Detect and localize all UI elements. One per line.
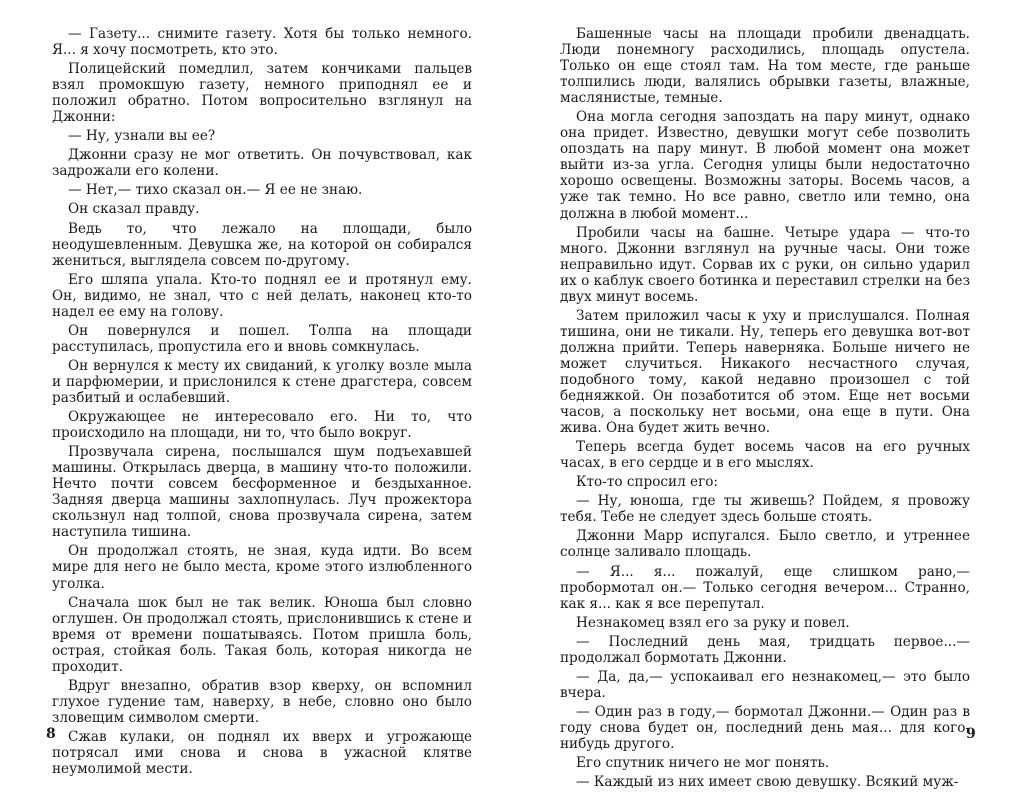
- paragraph: Он вернулся к месту их свиданий, к уголку возле мыла и парфюмерии, и прислонился к стене драгстера, совсем разбитый и ослабевший.: [52, 357, 472, 406]
- paragraph: — Да, да,— успокаивал его незнакомец,— это было вчера.: [560, 668, 970, 701]
- paragraph: Окружающее не интересовало его. Ни то, что происходило на площади, ни то, что было вокруг.: [52, 409, 472, 442]
- paragraph: Полицейский помедлил, затем кончиками пальцев взял промокшую газету, немного приподнял ее и положил обратно. Потом вопросительно взглянул на Джонни:: [52, 61, 472, 126]
- paragraph: — Газету... снимите газету. Хотя бы только немного. Я... я хочу посмотреть, кто это.: [52, 26, 472, 59]
- paragraph: — Ну, юноша, где ты живешь? Пойдем, я провожу тебя. Тебе не следует здесь больше стоять.: [560, 493, 970, 526]
- paragraph: Башенные часы на площади пробили двенадцать. Люди понемногу расходились, площадь опустела. Только он еще стоял там. На том месте, где раньше толпились люди, валялись обрывки газеты, влажные, маслянистые, темные.: [560, 26, 970, 107]
- paragraph: Вдруг внезапно, обратив взор кверху, он вспомнил глухое гудение там, наверху, в небе, словно оно было зловещим символом смерти.: [52, 677, 472, 726]
- page-number-left: 8: [46, 726, 56, 742]
- paragraph: Джонни Марр испугался. Было светло, и утреннее солнце заливало площадь.: [560, 528, 970, 561]
- paragraph: Она могла сегодня запоздать на пару минут, однако она придет. Известно, девушки могут себе позволить опоздать на пару минут. В любой момент она может выйти из-за угла. Сегодня улицы были недостаточно хорошо освещены. Возможны заторы. Восемь часов, а уже так темно. Но все равно, светло или темно, она должна в любой момент...: [560, 109, 970, 222]
- page-number-right: 9: [966, 726, 976, 742]
- paragraph: Джонни сразу не мог ответить. Он почувствовал, как задрожали его колени.: [52, 147, 472, 180]
- paragraph: Он продолжал стоять, не зная, куда идти. Во всем мире для него не было места, кроме этого излюбленного уголка.: [52, 543, 472, 592]
- paragraph: Кто-то спросил его:: [576, 474, 718, 491]
- paragraph: Пробили часы на башне. Четыре удара — что-то много. Джонни взглянул на ручные часы. Они тоже неправильно идут. Сорвав их с руки, он сильно ударил их о каблук своего ботинка и переставил стрелки на без двух минут восемь.: [560, 224, 970, 305]
- paragraph: Он повернулся и пошел. Толпа на площади расступилась, пропустила его и вновь сомкнулась.: [52, 322, 472, 355]
- paragraph: — Один раз в году,— бормотал Джонни.— Один раз в году снова будет он, последний день мая... для кого-нибудь другого.: [560, 703, 970, 752]
- paragraph: — Последний день мая, тридцать первое...— продолжал бормотать Джонни.: [560, 633, 970, 666]
- paragraph: Незнакомец взял его за руку и повел.: [576, 614, 850, 631]
- paragraph: — Ну, узнали вы ее?: [68, 128, 216, 145]
- paragraph: Его шляпа упала. Кто-то поднял ее и протянул ему. Он, видимо, не знал, что с ней делать, наконец кто-то надел ее ему на голову.: [52, 271, 472, 320]
- paragraph: Он сказал правду.: [68, 201, 200, 218]
- paragraph: Его спутник ничего не мог понять.: [576, 755, 830, 772]
- paragraph: Теперь всегда будет восемь часов на его ручных часах, в его сердце и в его мыслях.: [560, 439, 970, 472]
- paragraph: Сначала шок был не так велик. Юноша был словно оглушен. Он продолжал стоять, прислонившись к стене и время от времени пошатываясь. Потом пришла боль, острая, стойкая боль. Такая боль, которая никогда не проходит.: [52, 594, 472, 675]
- paragraph: Прозвучала сирена, послышался шум подъехавшей машины. Открылась дверца, в машину что-то положили. Нечто почти совсем бесформенное и бездыханное. Задняя дверца машины захлопнулась. Луч прожектора скользнул над толпой, снова прозвучала сирена, затем наступила тишина.: [52, 444, 472, 541]
- right-page: [560, 26, 970, 793]
- paragraph: — Каждый из них имеет свою девушку. Всякий муж-: [576, 774, 959, 791]
- paragraph: — Нет,— тихо сказал он.— Я ее не знаю.: [68, 182, 363, 199]
- paragraph: Сжав кулаки, он поднял их вверх и угрожающе потрясал ими снова и снова в ужасной клятве неумолимой мести.: [52, 728, 472, 778]
- paragraph: Затем приложил часы к уху и прислушался. Полная тишина, они не тикали. Ну, теперь его девушка вот-вот должна прийти. Теперь наверняка. Больше ничего не может случиться. Никакого несчастного случая, подобного тому, какой недавно произошел с той бедняжкой. Он позаботится об этом. Еще нет восьми часов, а поскольку нет восьми, она еще в пути. Она жива. Она будет жить вечно.: [560, 307, 970, 437]
- paragraph: — Я... я... пожалуй, еще слишком рано,— пробормотал он.— Только сегодня вечером... Странно, как я... как я все перепутал.: [560, 563, 970, 612]
- paragraph: Ведь то, что лежало на площади, было неодушевленным. Девушка же, на которой он собирался жениться, выглядела совсем по-другому.: [52, 220, 472, 269]
- left-page: [52, 26, 472, 780]
